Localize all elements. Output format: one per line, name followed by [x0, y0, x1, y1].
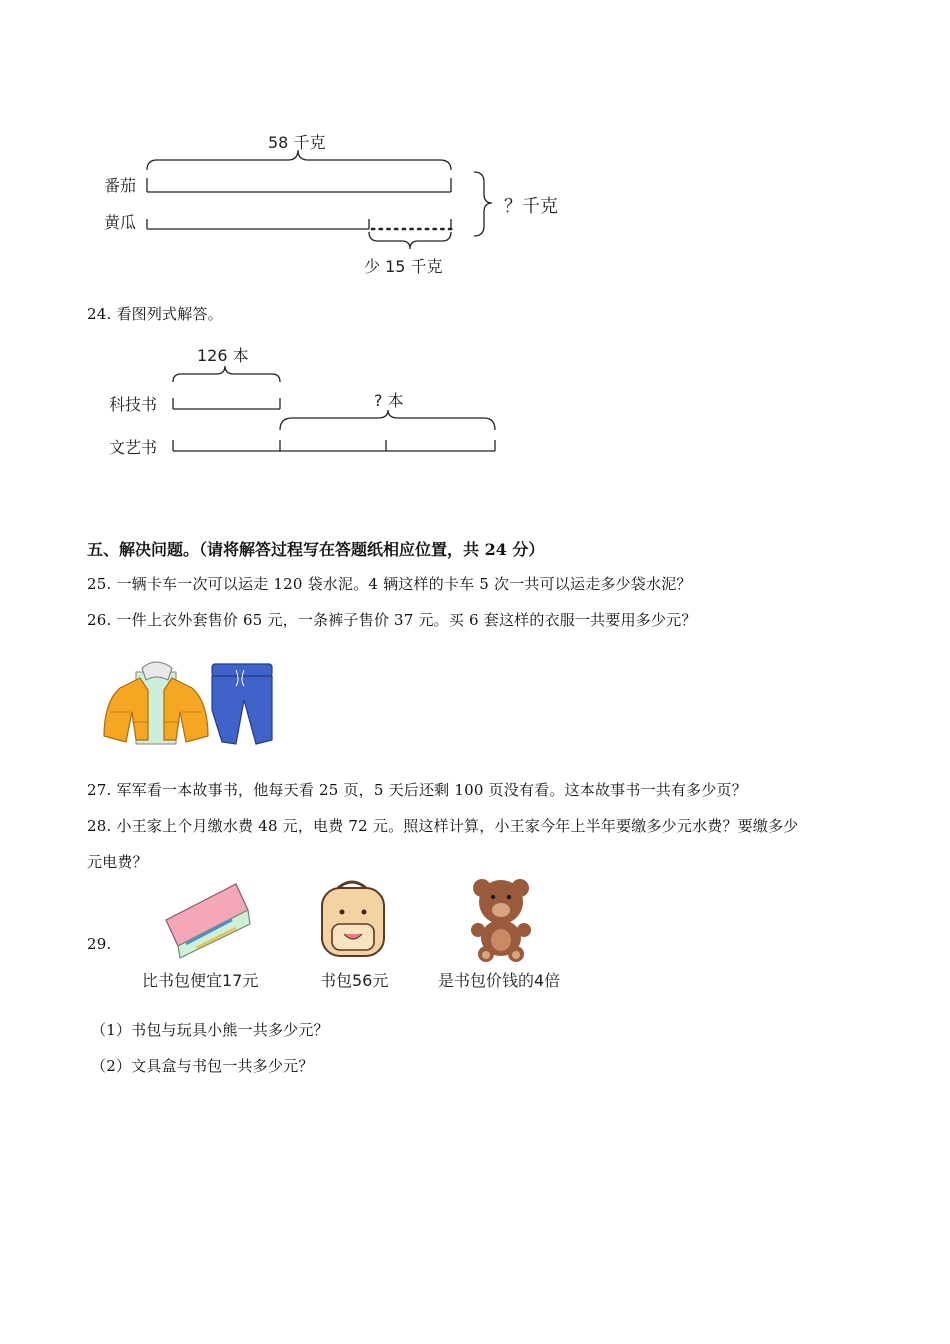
question-29-sub2: （2）文具盒与书包一共多少元？	[91, 1057, 314, 1075]
question-number: 28.	[87, 817, 112, 835]
question-text: 一件上衣外套售价 65 元，一条裤子售价 37 元。买 6 套这样的衣服一共要用多少元？	[116, 611, 697, 629]
teddy-bear-icon	[471, 879, 531, 962]
pencil-case-caption: 比书包便宜17元	[142, 971, 259, 990]
section-heading: 五、解决问题。（请将解答过程写在答题纸相应位置，共 24 分）	[87, 540, 545, 559]
question-28-continued: 元电费？	[87, 853, 148, 871]
books-question-label: ? 本	[374, 391, 404, 410]
question-29-sub1: （1）书包与玩具小熊一共多少元？	[91, 1021, 329, 1039]
tomato-label: 番茄	[104, 176, 137, 195]
question-text: 军军看一本故事书，他每天看 25 页，5 天后还剩 100 页没有看。这本故事书一共有多少页？	[116, 781, 747, 799]
total-label: 58 千克	[268, 133, 326, 152]
cucumber-label: 黄瓜	[104, 213, 137, 232]
question-number: 27.	[87, 781, 112, 799]
less-label: 少 15 千克	[364, 257, 443, 276]
known-label: 126 本	[197, 346, 249, 365]
question-29-number: 29.	[87, 935, 112, 953]
backpack-icon	[322, 882, 384, 956]
pencil-case-icon	[166, 884, 250, 958]
science-books-label: 科技书	[109, 395, 158, 414]
question-number: 26.	[87, 611, 112, 629]
question-text: 小王家上个月缴水费 48 元，电费 72 元。照这样计算，小王家今年上半年要缴多少元水费？要缴多少	[116, 817, 799, 835]
question-number: 25.	[87, 575, 112, 593]
teddy-bear-caption: 是书包价钱的4倍	[438, 971, 561, 990]
question-label: ？千克	[504, 196, 558, 217]
question-number: 24.	[87, 305, 112, 323]
backpack-caption: 书包56元	[320, 971, 389, 990]
question-text: 看图列式解答。	[116, 305, 223, 323]
question-text: 一辆卡车一次可以运走 120 袋水泥。4 辆这样的卡车 5 次一共可以运走多少袋水泥？	[116, 575, 692, 593]
art-books-label: 文艺书	[109, 438, 158, 457]
